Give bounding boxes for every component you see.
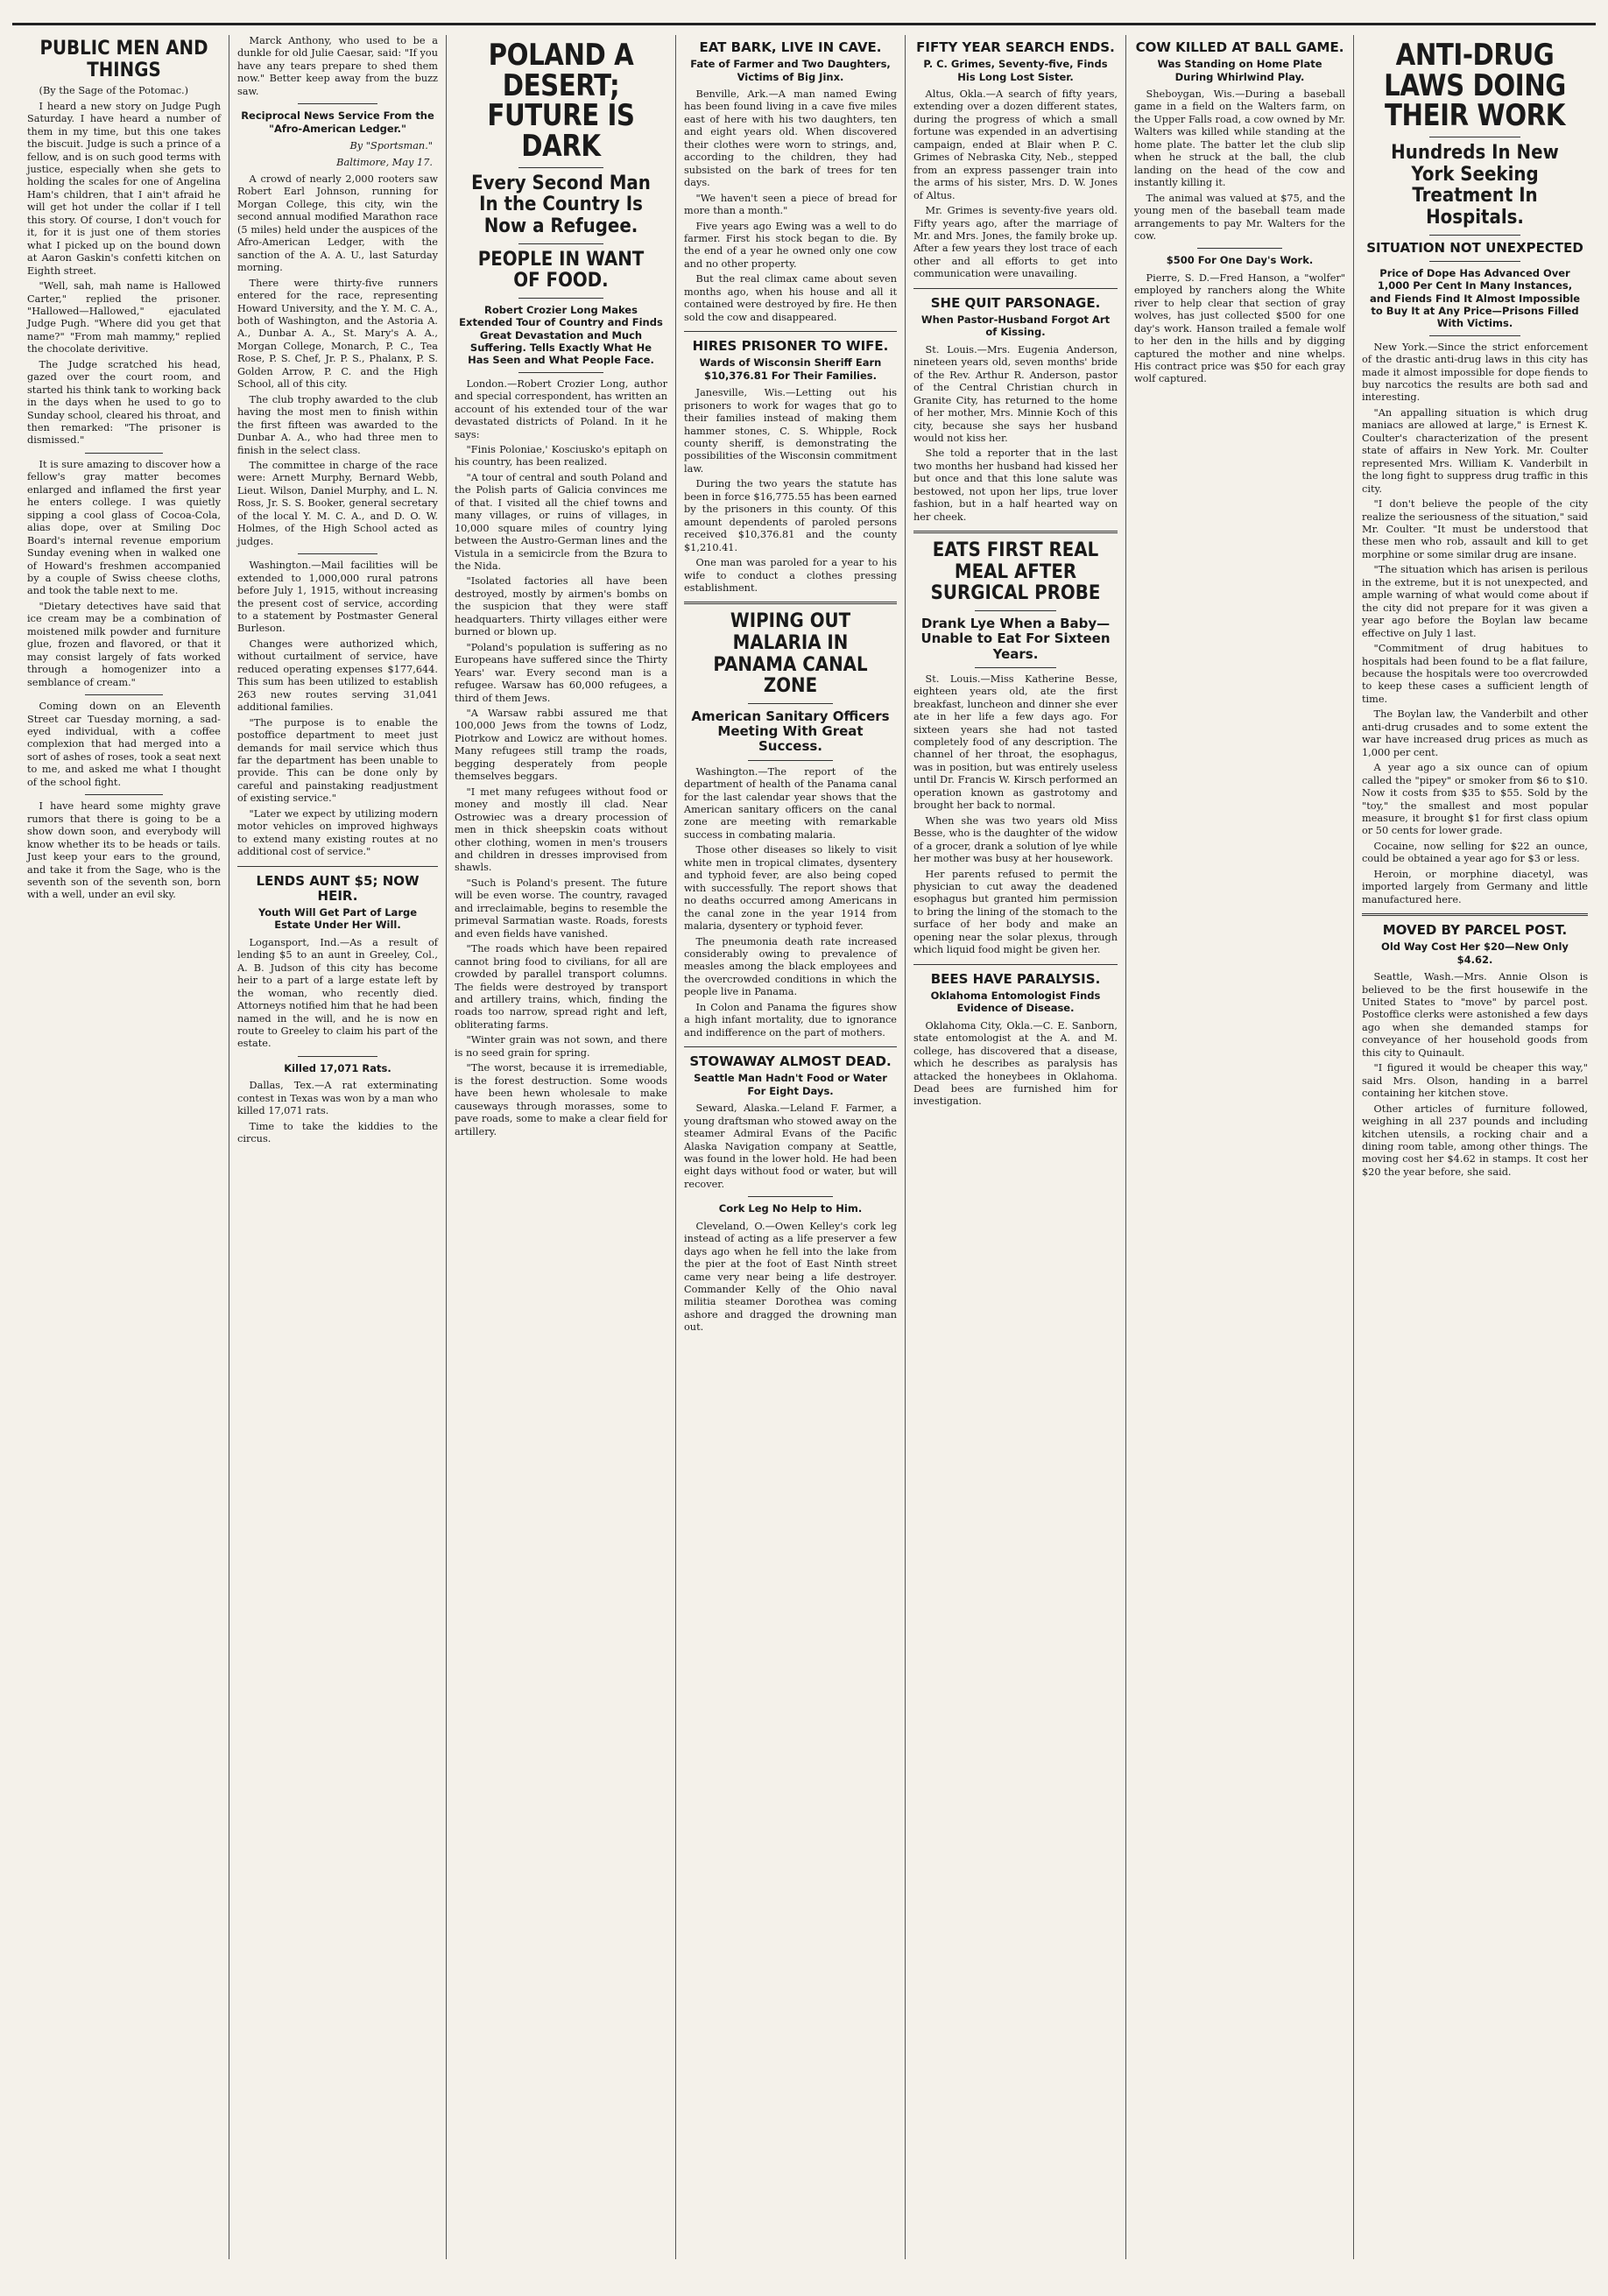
paragraph: New York.—Since the strict enforcement of the drastic anti-drug laws in this city has made it almost impossible for dope fiends to buy narcotics the results are both sad and interesting. (1362, 341, 1588, 404)
deck-situation: SITUATION NOT UNEXPECTED (1366, 239, 1583, 256)
paragraph: I have heard some mighty grave rumors that there is going to be a show down soon, and everybody will know whether its to be heads or tails. Just keep your ears to the ground, and take it from the Sage, who is the seventh son of the seventh son, born with a well, under an evil sky. (27, 800, 221, 901)
paragraph: Time to take the kiddies to the circus. (237, 1120, 438, 1145)
deck-hundreds-new-york: Hundreds In New York Seeking Treatment In Hospitals. (1391, 142, 1559, 229)
paragraph: The Boylan law, the Vanderbilt and other anti-drug crusades and to some extent the war have increased drug prices as much as 1,000 per cent. (1362, 708, 1588, 758)
paragraph: But the real climax came about seven months ago, when his house and all it contained were destroyed by fire. He then sold the cow and disappeared. (684, 273, 897, 323)
paragraph: "Later we expect by utilizing modern motor vehicles on improved highways to extend many existing routes at no additional cost of service." (237, 807, 438, 858)
paragraph: A crowd of nearly 2,000 rooters saw Robert Earl Johnson, running for Morgan College, this city, win the second annual modified Marathon race (5 miles) held under the auspices of the Afro-American Ledger, with the sanction of the A. A. U., last Saturday morning. (237, 173, 438, 274)
deck: Youth Will Get Part of Large Estate Under Her Will. (257, 906, 418, 932)
column-1 (19, 35, 229, 2259)
paragraph: "Poland's population is suffering as no Europeans have suffered since the Thirty Years' war. Every second man is a refugee. Warsaw has 60,000 refugees, a third of them Jews. (455, 641, 667, 704)
headline-parcel-post: MOVED BY PARCEL POST. (1382, 922, 1568, 939)
deck: Fate of Farmer and Two Daughters, Victims of Big Jinx. (690, 58, 891, 83)
headline-eat-bark: EAT BARK, LIVE IN CAVE. (699, 39, 882, 55)
paragraph: In Colon and Panama the figures show a high infant mortality, due to ignorance and indifference on the part of mothers. (684, 1001, 897, 1039)
paragraph: Oklahoma City, Okla.—C. E. Sanborn, state entomologist at the A. and M. college, has discovered that a disease, which he describes as paralysis has attacked the honeybees in Oklahoma. Dead bees are furnished him for investigation. (913, 1019, 1118, 1108)
headline-bees-paralysis: BEES HAVE PARALYSIS. (930, 970, 1101, 987)
column-2 (229, 35, 447, 2259)
paragraph: When she was two years old Miss Besse, who is the daughter of the widow of a grocer, drank a solution of lye while her mother was busy at her housework. (913, 814, 1118, 865)
headline-public-men: PUBLIC MEN AND THINGS (39, 38, 208, 81)
paragraph: "Finis Poloniae,' Kosciusko's epitaph on his country, has been realized. (455, 443, 667, 468)
section-divider (975, 610, 1056, 611)
deck: When Pastor-Husband Forgot Art of Kissing. (920, 313, 1111, 339)
column-5 (906, 35, 1126, 2259)
section-divider (684, 602, 897, 604)
paragraph: Washington.—The report of the department of health of the Panama canal for the last calendar year shows that the American sanitary officers on the canal zone are meeting with remarkable success in combating malaria. (684, 765, 897, 841)
paragraph: "I figured it would be cheaper this way," said Mrs. Olson, handing in a barrel containing her kitchen stove. (1362, 1062, 1588, 1100)
column-7 (1354, 35, 1596, 2259)
paragraph: "We haven't seen a piece of bread for more than a month." (684, 192, 897, 217)
paragraph: The committee in charge of the race were: Arnett Murphy, Bernard Webb, Lieut. Wilson, Daniel Murphy, and L. N. Ross, Jr. S. S. Booker, general secretary of the local Y. M. C. A., and D. O. W. Holmes, of the High School acted as judges. (237, 459, 438, 547)
paragraph: Cleveland, O.—Owen Kelley's cork leg instead of acting as a life preserver a few days ago when he fell into the lake from the pier at the foot of East Ninth street came very near being a life destroyer. Commander Kelly of the Ohio naval militia steamer Dorothea was coming ashore and dragged the drowning man out. (684, 1220, 897, 1334)
section-divider (748, 703, 833, 704)
paragraph: Washington.—Mail facilities will be extended to 1,000,000 rural patrons before July 1, 1915, without increasing the present cost of service, according to a statement by Postmaster General Burleson. (237, 560, 438, 635)
deck: Oklahoma Entomologist Finds Evidence of Disease. (930, 989, 1101, 1015)
paragraph: Five years ago Ewing was a well to do farmer. First his stock began to die. By the end of a year he owned only one cow and no other property. (684, 220, 897, 270)
section-divider (85, 694, 162, 695)
paragraph: "Winter grain was not sown, and there is no seed grain for spring. (455, 1034, 667, 1059)
paragraph: "The situation which has arisen is perilous in the extreme, but it is not unexpected, and ample warning of what would come about if the city did not prepare for it was given a year ago before the Boylan law became effective on July 1 last. (1362, 564, 1588, 639)
deck: Seattle Man Hadn't Food or Water For Eight Days. (694, 1072, 887, 1097)
byline: By "Sportsman." (349, 140, 433, 152)
deck-drank-lye: Drank Lye When a Baby—Unable to Eat For Sixteen Years. (920, 616, 1111, 662)
paragraph: It is sure amazing to discover how a fellow's gray matter becomes enlarged and inflamed the first year he enters college. I was quietly sipping a cool glass of Cocoa-Cola, alias dope, over at Smiling Doc Board's internal revenue emporium Sunday evening when in walked one of Howard's freshmen accompanied by a couple of Swiss cheese cloths, and took the table next to me. (27, 458, 221, 597)
section-headline-reciprocal-news: Reciprocal News Service From the "Afro-American Ledger." (241, 109, 434, 135)
section-divider (518, 298, 603, 299)
paragraph: "The purpose is to enable the postoffice department to meet just demands for mail service which thus far the department has been unable to provide. This can be done only by careful and painstaking readjustment of existing service." (237, 716, 438, 805)
section-divider (518, 243, 603, 244)
paragraph: One man was paroled for a year to his wife to conduct a clothes pressing establishment. (684, 557, 897, 594)
paragraph: A year ago a six ounce can of opium called the "pipey" or smoker from $6 to $10. Now it costs from $35 to $55. Sold by the "toy," the smallest and most popular measure, it brought $1 for first class opium or 50 cents for lower grade. (1362, 762, 1588, 837)
headline-poland: POLAND A DESERT; FUTURE IS DARK (487, 38, 635, 165)
paragraph: "An appalling situation is which drug maniacs are allowed at large," is Ernest K. Coulter's characterization of the present state of affairs in New York. Mr. Coulter represented Mrs. William K. Vanderbilt in the long fight to suppress drug traffic in this city. (1362, 406, 1588, 495)
deck-long-tour: Robert Crozier Long Makes Extended Tour of Country and Finds Great Devastation and Much Suffering. Tells Exactly What He Has Seen and What People Face. (459, 303, 663, 367)
paragraph: "Commitment of drug habitues to hospitals had been found to be a flat failure, because the hospitals were too overcrowded to keep these cases a sufficient length of time. (1362, 643, 1588, 705)
headline-500-days-work: $500 For One Day's Work. (1166, 254, 1314, 267)
deck: Old Way Cost Her $20—New Only $4.62. (1381, 940, 1569, 966)
deck-people-in-want: PEOPLE IN WANT OF FOOD. (477, 248, 645, 292)
paragraph: Altus, Okla.—A search of fifty years, extending over a dozen different states, during the progress of which a small fortune was expended in an advertising campaign, ended at Blair when P. C. Grimes of Nebraska City, Neb., stepped from an express passenger train into the arms of his sister, Mrs. D. W. Jones of Altus. (913, 88, 1118, 201)
paragraph: She told a reporter that in the last two months her husband had kissed her but once and that this lone salute was bestowed, not upon her lips, true lover fashion, but in a half hearted way on her cheek. (913, 447, 1118, 523)
headline-fifty-year-search: FIFTY YEAR SEARCH ENDS. (916, 39, 1115, 55)
deck-sanitary-officers: American Sanitary Officers Meeting With Great Success. (691, 708, 890, 755)
paragraph: "Such is Poland's present. The future will be even worse. The country, ravaged and irreclaimable, begins to resemble the primeval Sarmatian waste. Roads, forests and even fields have vanished. (455, 877, 667, 940)
headline-malaria: WIPING OUT MALARIA IN PANAMA CANAL ZONE (713, 610, 868, 698)
paragraph: Benville, Ark.—A man named Ewing has been found living in a cave five miles east of here with his two daughters, ten and eight years old. When discovered their clothes were worn to strings, and, according to the children, they had subsisted on the bark of trees for ten days. (684, 88, 897, 189)
paragraph: Cocaine, now selling for $22 an ounce, could be obtained a year ago for $3 or less. (1362, 840, 1588, 865)
headline-stowaway: STOWAWAY ALMOST DEAD. (689, 1053, 892, 1070)
paragraph: Heroin, or morphine diacetyl, was imported largely from Germany and little manufactured here. (1362, 868, 1588, 905)
paragraph: Coming down on an Eleventh Street car Tuesday morning, a sad-eyed individual, with a coffee complexion that had merged into a sort of ashes of roses, took a seat next to me, and asked me what I thought of the school fight. (27, 701, 221, 788)
columns-container (19, 35, 1596, 2259)
paragraph: "Well, sah, mah name is Hallowed Carter," replied the prisoner. "Hallowed—Hallowed," ejaculated Judge Pugh. "Where did you get that name?" "From mah mammy," replied the chocolate derivitive. (27, 280, 221, 356)
paragraph: "A Warsaw rabbi assured me that 100,000 Jews from the towns of Lodz, Piotrkow and Lowicz are without homes. Many refugees still tramp the roads, begging desperately from people themselves beggars. (455, 708, 667, 783)
paragraph: Her parents refused to permit the physician to cut away the deadened esophagus but granted him permission to bring the lining of the stomach to the surface of her body and make an opening near the solar plexus, through which liquid food might be given her. (913, 868, 1118, 956)
paragraph: There were thirty-five runners entered for the race, representing Howard University, and the Y. M. C. A., both of Washington, and the Astoria A. A., Dunbar A. A., St. Mary's A. A., Morgan College, Monarch, P. C., Tea Rose, P. S. Chef, Jr. P. S., Phalanx, P. S. Golden Arrow, P. C. and the High School, all of this city. (237, 277, 438, 391)
headline-lends-aunt: LENDS AUNT $5; NOW HEIR. (256, 872, 420, 904)
headline-hires-prisoner: HIRES PRISONER TO WIFE. (692, 338, 889, 355)
paragraph: Janesville, Wis.—Letting out his prisoners to work for wages that go to their families instead of making them hammer stones, C. S. Whipple, Rock county sheriff, is demonstrating the possibilities of the Wisconsin commitment law. (684, 387, 897, 475)
dateline: Baltimore, May 17. (336, 157, 433, 169)
paragraph: Seattle, Wash.—Mrs. Annie Olson is believed to be the first housewife in the United States to "move" by parcel post. Postoffice clerks were astonished a few days ago when she demanded stamps for conveyance of her household goods from this city to Quinault. (1362, 971, 1588, 1059)
section-divider (684, 1046, 897, 1047)
section-divider (684, 331, 897, 332)
section-divider (237, 866, 438, 867)
top-border-rule (12, 23, 1596, 25)
paragraph: Marck Anthony, who used to be a dunkle for old Julie Caesar, said: "If you have any tears prepare to shed them now." Better keep away from the buzz saw. (237, 35, 438, 97)
paragraph: The pneumonia death rate increased considerably owing to prevalence of measles among the black employees and the overcrowded conditions in which the people live in Panama. (684, 935, 897, 998)
paragraph: The Judge scratched his head, gazed over the court room, and started his think tank to working back in the days when he used to go to Sunday school, cleared his throat, and then remarked: "The prisoner is dismissed." (27, 358, 221, 447)
column-4 (676, 35, 906, 2259)
headline-killed-rats: Killed 17,071 Rats. (284, 1061, 391, 1074)
section-divider (518, 372, 603, 373)
paragraph: The animal was valued at $75, and the young men of the baseball team made arrangements to pay Mr. Walters for the cow. (1134, 192, 1345, 242)
paragraph: "Isolated factories all have been destroyed, mostly by airmen's bombs on the suspicion that they were staff headquarters. Thirty villages either were burned or blown up. (455, 575, 667, 638)
section-divider (298, 553, 378, 554)
headline-cork-leg: Cork Leg No Help to Him. (718, 1202, 863, 1215)
deck: P. C. Grimes, Seventy-five, Finds His Long Lost Sister. (923, 58, 1108, 83)
paragraph: Logansport, Ind.—As a result of lending $5 to an aunt in Greeley, Col., A. B. Judson of this city has become heir to a part of a large estate left by the woman, who recently died. Attorneys notified him that he had been named in the will, and he is now en route to Greeley to claim his part of the estate. (237, 936, 438, 1050)
section-divider (975, 667, 1056, 668)
paragraph: I heard a new story on Judge Pugh Saturday. I have heard a number of them in my time, but this one takes the biscuit. Judge is such a prince of a fellow, and is on such good terms with justice, especially when she gets to holding the scales for one of Angelina Ham's children, that I ain't afraid he will get hot under the collar if I tell this story. Of course, I don't vouch for it, for it is just one of them stories what I picked up on the bound down at Aaron Gaskin's confetti kitchen on Eighth street. (27, 100, 221, 277)
paragraph: "I don't believe the people of the city realize the seriousness of the situation," said Mr. Coulter. "It must be understood that these men who rob, assault and kill to get morphine or some similar drug are insane. (1362, 498, 1588, 560)
section-divider (1429, 235, 1520, 236)
paragraph: London.—Robert Crozier Long, author and special correspondent, has written an account of his extended tour of the war devastated districts of Poland. In it he says: (455, 377, 667, 440)
section-divider (913, 964, 1118, 965)
deck-price-of-dope: Price of Dope Has Advanced Over 1,000 Per Cent In Many Instances, and Fiends Find It Almost Impossible to Buy It at Any Price—Prisons Filled With Victims. (1369, 266, 1581, 330)
section-divider (518, 167, 603, 168)
paragraph: Pierre, S. D.—Fred Hanson, a "wolfer" employed by ranchers along the White river to help clear that section of gray wolves, has just collected $500 for one day's work. Hanson trailed a female wolf to her den in the hills and by digging captured the mother and nine whelps. His contract price was $50 for each gray wolf captured. (1134, 271, 1345, 385)
section-divider (748, 1196, 833, 1197)
paragraph: Those other diseases so likely to visit white men in tropical climates, dysentery and typhoid fever, are also being coped with successfully. The report shows that no deaths occurred among Americans in the canal zone in the year 1914 from malaria, dysentery or typhoid fever. (684, 844, 897, 933)
paragraph: The club trophy awarded to the club having the most men to finish within the first fifteen was awarded to the Dunbar A. A., who had three men to finish in the select class. (237, 393, 438, 456)
headline-she-quit-parsonage: SHE QUIT PARSONAGE. (930, 294, 1101, 311)
section-divider (913, 531, 1118, 533)
section-divider (748, 760, 833, 761)
headline-eats-first-meal: EATS FIRST REAL MEAL AFTER SURGICAL PROBE (930, 539, 1101, 605)
paragraph: Changes were authorized which, without curtailment of service, have reduced operating expenses $177,644. This sum has been utilized to establish 263 new routes serving 31,041 additional families. (237, 637, 438, 714)
section-divider (1197, 248, 1281, 249)
column-6 (1126, 35, 1354, 2259)
paragraph: St. Louis.—Miss Katherine Besse, eighteen years old, ate the first breakfast, luncheon and dinner she ever ate in her life a few days ago. For sixteen years she had not tasted completely food of any description. The channel of her throat, the esophagus, was in position, but was entirely useless until Dr. Francis W. Kirsch performed an operation known as gastrotomy and brought her back to normal. (913, 673, 1118, 812)
paragraph: Dallas, Tex.—A rat exterminating contest in Texas was won by a man who killed 17,071 rats. (237, 1080, 438, 1117)
paragraph: Other articles of furniture followed, weighing in all 237 pounds and including kitchen utensils, a rocking chair and a dining room table, among other things. The moving cost her $4.62 in stamps. It cost her $20 the year before, she said. (1362, 1102, 1588, 1178)
section-divider (1429, 261, 1520, 262)
section-divider (1362, 913, 1588, 916)
headline-cow-killed: COW KILLED AT BALL GAME. (1135, 39, 1344, 55)
paragraph: "The roads which have been repaired cannot bring food to civilians, for all are crowded by parallel transport columns. The fields were destroyed by transport and artillery trains, which, finding the roads too narrow, spread right and left, obliterating farms. (455, 943, 667, 1031)
column-3 (447, 35, 676, 2259)
byline: (By the Sage of the Potomac.) (39, 85, 189, 97)
paragraph: "Dietary detectives have said that ice cream may be a combination of moistened milk powder and furniture glue, frozen and flavored, or that it may consist largely of fats worked through a homogenizer into a semblance of cream." (27, 600, 221, 688)
section-divider (85, 794, 162, 795)
section-divider (1429, 335, 1520, 336)
paragraph: Sheboygan, Wis.—During a baseball game in a field on the Walters farm, on the Upper Falls road, a cow owned by Mr. Walters was killed while standing at the home plate. The batter let the club slip when he struck at the ball, the club landing on the head of the cow and instantly killing it. (1134, 88, 1345, 189)
deck: Was Standing on Home Plate During Whirlwind Play. (1157, 58, 1322, 83)
paragraph: "The worst, because it is irremediable, is the forest destruction. Some woods have been hewn wholesale to make causeways through morasses, some to pave roads, some to make a clear field for artillery. (455, 1062, 667, 1137)
paragraph: St. Louis.—Mrs. Eugenia Anderson, nineteen years old, seven months' bride of the Rev. Arthur R. Anderson, pastor of the Central Christian church in Granite City, has returned to the home of her mother, Mrs. Minnie Koch of this city, because she says her husband would not kiss her. (913, 343, 1118, 444)
section-divider (298, 103, 378, 104)
section-divider (913, 288, 1118, 289)
paragraph: Mr. Grimes is seventy-five years old. Fifty years ago, after the marriage of Mr. and Mrs. Jones, the family broke up. After a few years they lost trace of each other and all efforts to get into communication were unavailing. (913, 205, 1118, 280)
section-divider (85, 453, 162, 454)
paragraph: "A tour of central and south Poland and the Polish parts of Galicia convinces me of that. I visited all the chief towns and many villages, or ruins of villages, in 10,000 square miles of country lying between the Austro-German lines and the Vistula in a semicircle from the Bzura to the Nida. (455, 471, 667, 573)
deck-every-second-man: Every Second Man In the Country Is Now a Refugee. (471, 172, 651, 237)
paragraph: During the two years the statute has been in force $16,775.55 has been earned by the prisoners in this county. Of this amount dependents of paroled persons received $10,376.81 and the county $1,210.41. (684, 478, 897, 553)
section-divider (298, 1056, 378, 1057)
paragraph: "I met many refugees without food or money and mostly ill clad. Near Ostrowiec was a dreary procession of men in thick sheepskin coats without other clothing, women in men's trousers and children in dresses improvised from shawls. (455, 785, 667, 874)
headline-anti-drug: ANTI-DRUG LAWS DOING THEIR WORK (1384, 38, 1566, 134)
deck: Wards of Wisconsin Sheriff Earn $10,376.81 For Their Families. (699, 356, 882, 382)
paragraph: Seward, Alaska.—Leland F. Farmer, a young draftsman who stowed away on the steamer Admiral Evans of the Pacific Alaska Navigation company at Seattle, was found in the lower hold. He had been eight days without food or water, but will recover. (684, 1102, 897, 1190)
